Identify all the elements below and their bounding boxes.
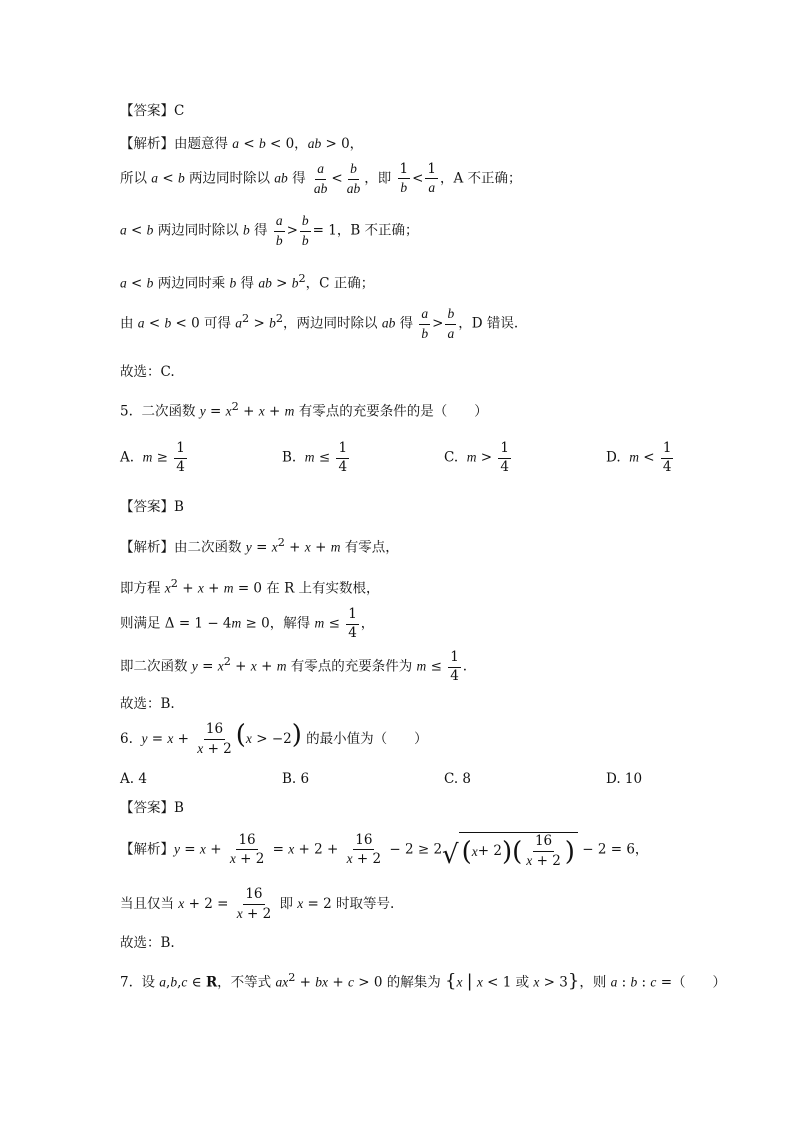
q6-conclusion: 故选：B. — [120, 935, 175, 951]
answer-label: 【答案】 — [120, 499, 174, 515]
q6-answer — [120, 802, 184, 816]
q4-analysis-line-2: 所以 a < b 两边同时除以 ab 得 $\frac{a}{ab}$ < $\frac{b}{ab}$ ，即 $\frac{1}{b}$ < $\frac{1}{a}$ ，A 不正确； — [120, 160, 522, 196]
analysis-label: 【解析】 — [120, 841, 174, 858]
fraction: $\frac{a}{b}$ — [275, 213, 283, 248]
q5-analysis-line-3: 则满足 Δ = 1 − 4m ≥ 0，解得 m ≤ $\frac{1}{4}$ ， — [120, 606, 375, 641]
q4-analysis-line-1: 【解析】由题意得 a < b < 0，ab > 0， — [120, 136, 364, 152]
fraction: $\frac{b}{ab}$ — [346, 161, 361, 196]
analysis-label: 【解析】 — [120, 539, 174, 556]
q6-option-b: B. 6 — [282, 771, 310, 787]
answer-value: B — [174, 800, 184, 816]
q5-option-d: D. m < $\frac{1}{4}$ — [606, 440, 672, 475]
fraction: $\frac{1}{a}$ — [427, 160, 436, 195]
answer-label: 【答案】 — [120, 103, 174, 119]
q5-analysis-line-4: 即二次函数 $y = x^2 + x + m$ 有零点的充要条件为 m ≤ $\frac{1}{4}$ . — [120, 649, 468, 684]
q4-analysis-line-4: a < b 两边同时乘 b 得 ab > $b^2$，C 正确； — [120, 272, 375, 292]
q5-conclusion: 故选：B. — [120, 696, 175, 712]
q5-option-c: C. m > $\frac{1}{4}$ — [444, 440, 509, 475]
q6-option-d: D. 10 — [606, 771, 643, 787]
q7-stem: 7. 设 a,b,c ∈ R，不等式 $ax^2$ + bx + c > 0 的解集为 {x | x < 1 或 x > 3}，则 a : b : c =（ ） — [120, 970, 727, 992]
fraction: $\frac{1}{b}$ — [399, 160, 409, 195]
q4-analysis-line-3: a < b 两边同时除以 b 得 $\frac{a}{b}$ > $\frac{b}{b}$ = 1，B 不正确； — [120, 213, 419, 248]
answer-value: C — [174, 103, 185, 119]
q5-stem: 5. 二次函数 $y = x^2 + x + m$ 有零点的充要条件的是（ ） — [120, 400, 488, 420]
q4-answer — [120, 105, 184, 119]
q6-option-c: C. 8 — [444, 771, 472, 787]
square-root: √ ( x + 2 ) ( $\frac{16}{x + 2}$ ) — [442, 832, 578, 868]
q4-analysis-line-5: 由 a < b < 0 可得 $a^2 > b^2$，两边同时除以 ab 得 $\frac{a}{b}$ > $\frac{b}{a}$ ，D 错误. — [120, 306, 519, 341]
q6-analysis-line-2: 当且仅当 x + 2 = $\frac{16}{x + 2}$ 即 x = 2 时取等号. — [120, 886, 395, 922]
q5-analysis-line-2: 即方程 $x^2 + x + m = 0$ 在 R 上有实数根， — [120, 577, 380, 597]
fraction: $\frac{a}{b}$ — [421, 306, 429, 341]
answer-value: B — [174, 499, 184, 515]
fraction: $\frac{b}{b}$ — [301, 213, 309, 248]
q6-analysis-line-1: 【解析】y = x + $\frac{16}{x + 2}$ = x + 2 + $\frac{16}{x + 2}$ − 2 ≥ 2 √ ( x + 2 ) ( $\frac{16}{x + 2}$ ) − 2 = 6， — [120, 831, 649, 870]
fraction: $\frac{b}{a}$ — [447, 306, 455, 341]
q5-option-a: A. m ≥ $\frac{1}{4}$ — [120, 440, 185, 475]
answer-label: 【答案】 — [120, 800, 174, 816]
fraction: $\frac{a}{ab}$ — [313, 161, 328, 196]
analysis-label: 【解析】 — [120, 136, 174, 152]
q6-option-a: A. 4 — [120, 771, 147, 787]
q5-analysis-line-1: 【解析】由二次函数 $y = x^2 + x + m$ 有零点， — [120, 536, 399, 556]
q4-conclusion: 故选：C. — [120, 364, 175, 380]
q6-stem: 6. y = x + $\frac{16}{x + 2}$ (x > −2) 的最小值为（ ） — [120, 720, 428, 757]
q5-answer — [120, 501, 184, 515]
q5-option-b: B. m ≤ $\frac{1}{4}$ — [282, 440, 348, 475]
